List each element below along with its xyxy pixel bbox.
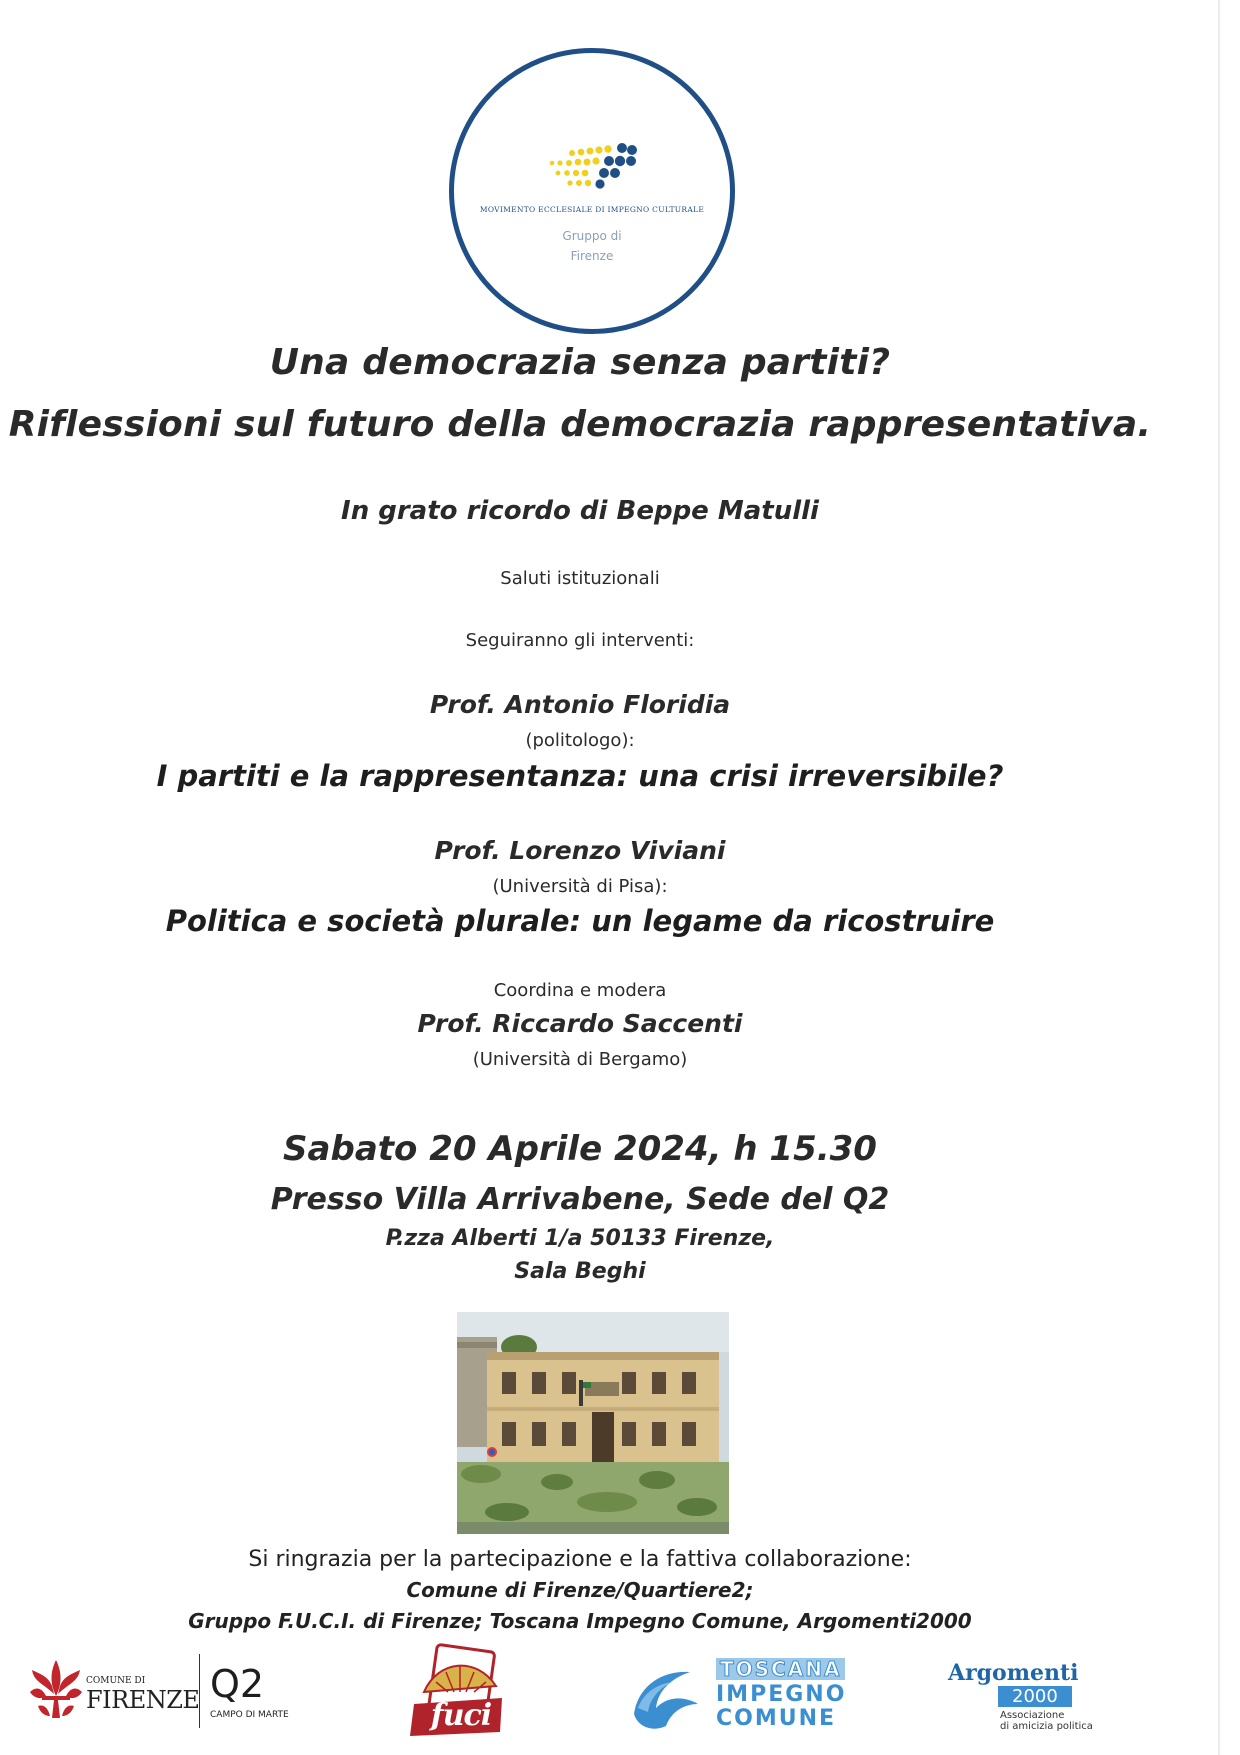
argomenti-sub2: di amicizia politica — [1000, 1721, 1093, 1732]
logo-group-name — [454, 226, 730, 266]
q2-sub-label: CAMPO DI MARTE — [210, 1710, 289, 1720]
speaker-role-floridia: (politologo): — [525, 730, 635, 751]
logo-group-line1: Gruppo di — [562, 229, 622, 243]
thanks-line3: Gruppo F.U.C.I. di Firenze; Toscana Impegno Comune, Argomenti2000 — [188, 1609, 972, 1633]
tic-line1: TOSCANA — [716, 1658, 845, 1680]
event-date: Sabato 20 Aprile 2024, h 15.30 — [283, 1129, 877, 1169]
moderator-affiliation: (Università di Bergamo) — [472, 1049, 688, 1070]
toscana-impegno-comune-logo — [628, 1656, 862, 1736]
logo-org-name: MOVIMENTO ECCLESIALE DI IMPEGNO CULTURALE — [479, 205, 705, 214]
speaker-name-floridia: Prof. Antonio Floridia — [429, 690, 731, 719]
comune-small-label: COMUNE DI — [86, 1676, 146, 1686]
villa-arrivabene-photo — [457, 1312, 729, 1534]
tic-line2: IMPEGNO — [716, 1682, 847, 1707]
moderator-name: Prof. Riccardo Saccenti — [417, 1009, 743, 1038]
page-edge — [1218, 0, 1220, 1755]
fuci-logo — [402, 1640, 512, 1744]
title-line2: Riflessioni sul futuro della democrazia rappresentativa. — [8, 404, 1152, 445]
argomenti-title: Argomenti — [948, 1660, 1079, 1686]
talk-title-floridia: I partiti e la rappresentanza: una crisi irreversibile? — [156, 759, 1004, 793]
speaker-role-viviani: (Università di Pisa): — [492, 876, 668, 897]
greetings: Saluti istituzionali — [500, 568, 660, 589]
logo-group-line2: Firenze — [570, 249, 614, 263]
argomenti2000-logo — [948, 1660, 1108, 1734]
event-address: P.zza Alberti 1/a 50133 Firenze, — [385, 1226, 775, 1251]
event-venue: Presso Villa Arrivabene, Sede del Q2 — [270, 1182, 890, 1217]
moderator-label: Coordina e modera — [493, 980, 667, 1001]
florence-lily-icon — [28, 1656, 84, 1722]
title-line1: Una democrazia senza partiti? — [269, 342, 891, 383]
comune-big-label: FIRENZE — [86, 1686, 200, 1714]
meic-dots-icon — [454, 53, 730, 329]
wave-icon — [628, 1656, 708, 1736]
meic-logo — [449, 48, 735, 334]
q2-label: Q2 — [210, 1662, 265, 1706]
speaker-name-viviani: Prof. Lorenzo Viviani — [434, 836, 726, 865]
thanks-line1: Si ringrazia per la partecipazione e la fattiva collaborazione: — [248, 1547, 912, 1572]
fuci-label: fuci — [430, 1698, 492, 1733]
argomenti-number: 2000 — [998, 1686, 1072, 1707]
tic-line3: COMUNE — [716, 1706, 837, 1731]
thanks-line2: Comune di Firenze/Quartiere2; — [406, 1578, 754, 1602]
argomenti-sub1: Associazione — [1000, 1710, 1065, 1721]
comune-firenze-logo — [28, 1654, 308, 1728]
event-room: Sala Beghi — [514, 1259, 646, 1284]
dedication: In grato ricordo di Beppe Matulli — [341, 496, 819, 526]
speakers-intro: Seguiranno gli interventi: — [465, 630, 695, 651]
logo-divider — [199, 1654, 200, 1728]
talk-title-viviani: Politica e società plurale: un legame da ricostruire — [165, 904, 995, 938]
